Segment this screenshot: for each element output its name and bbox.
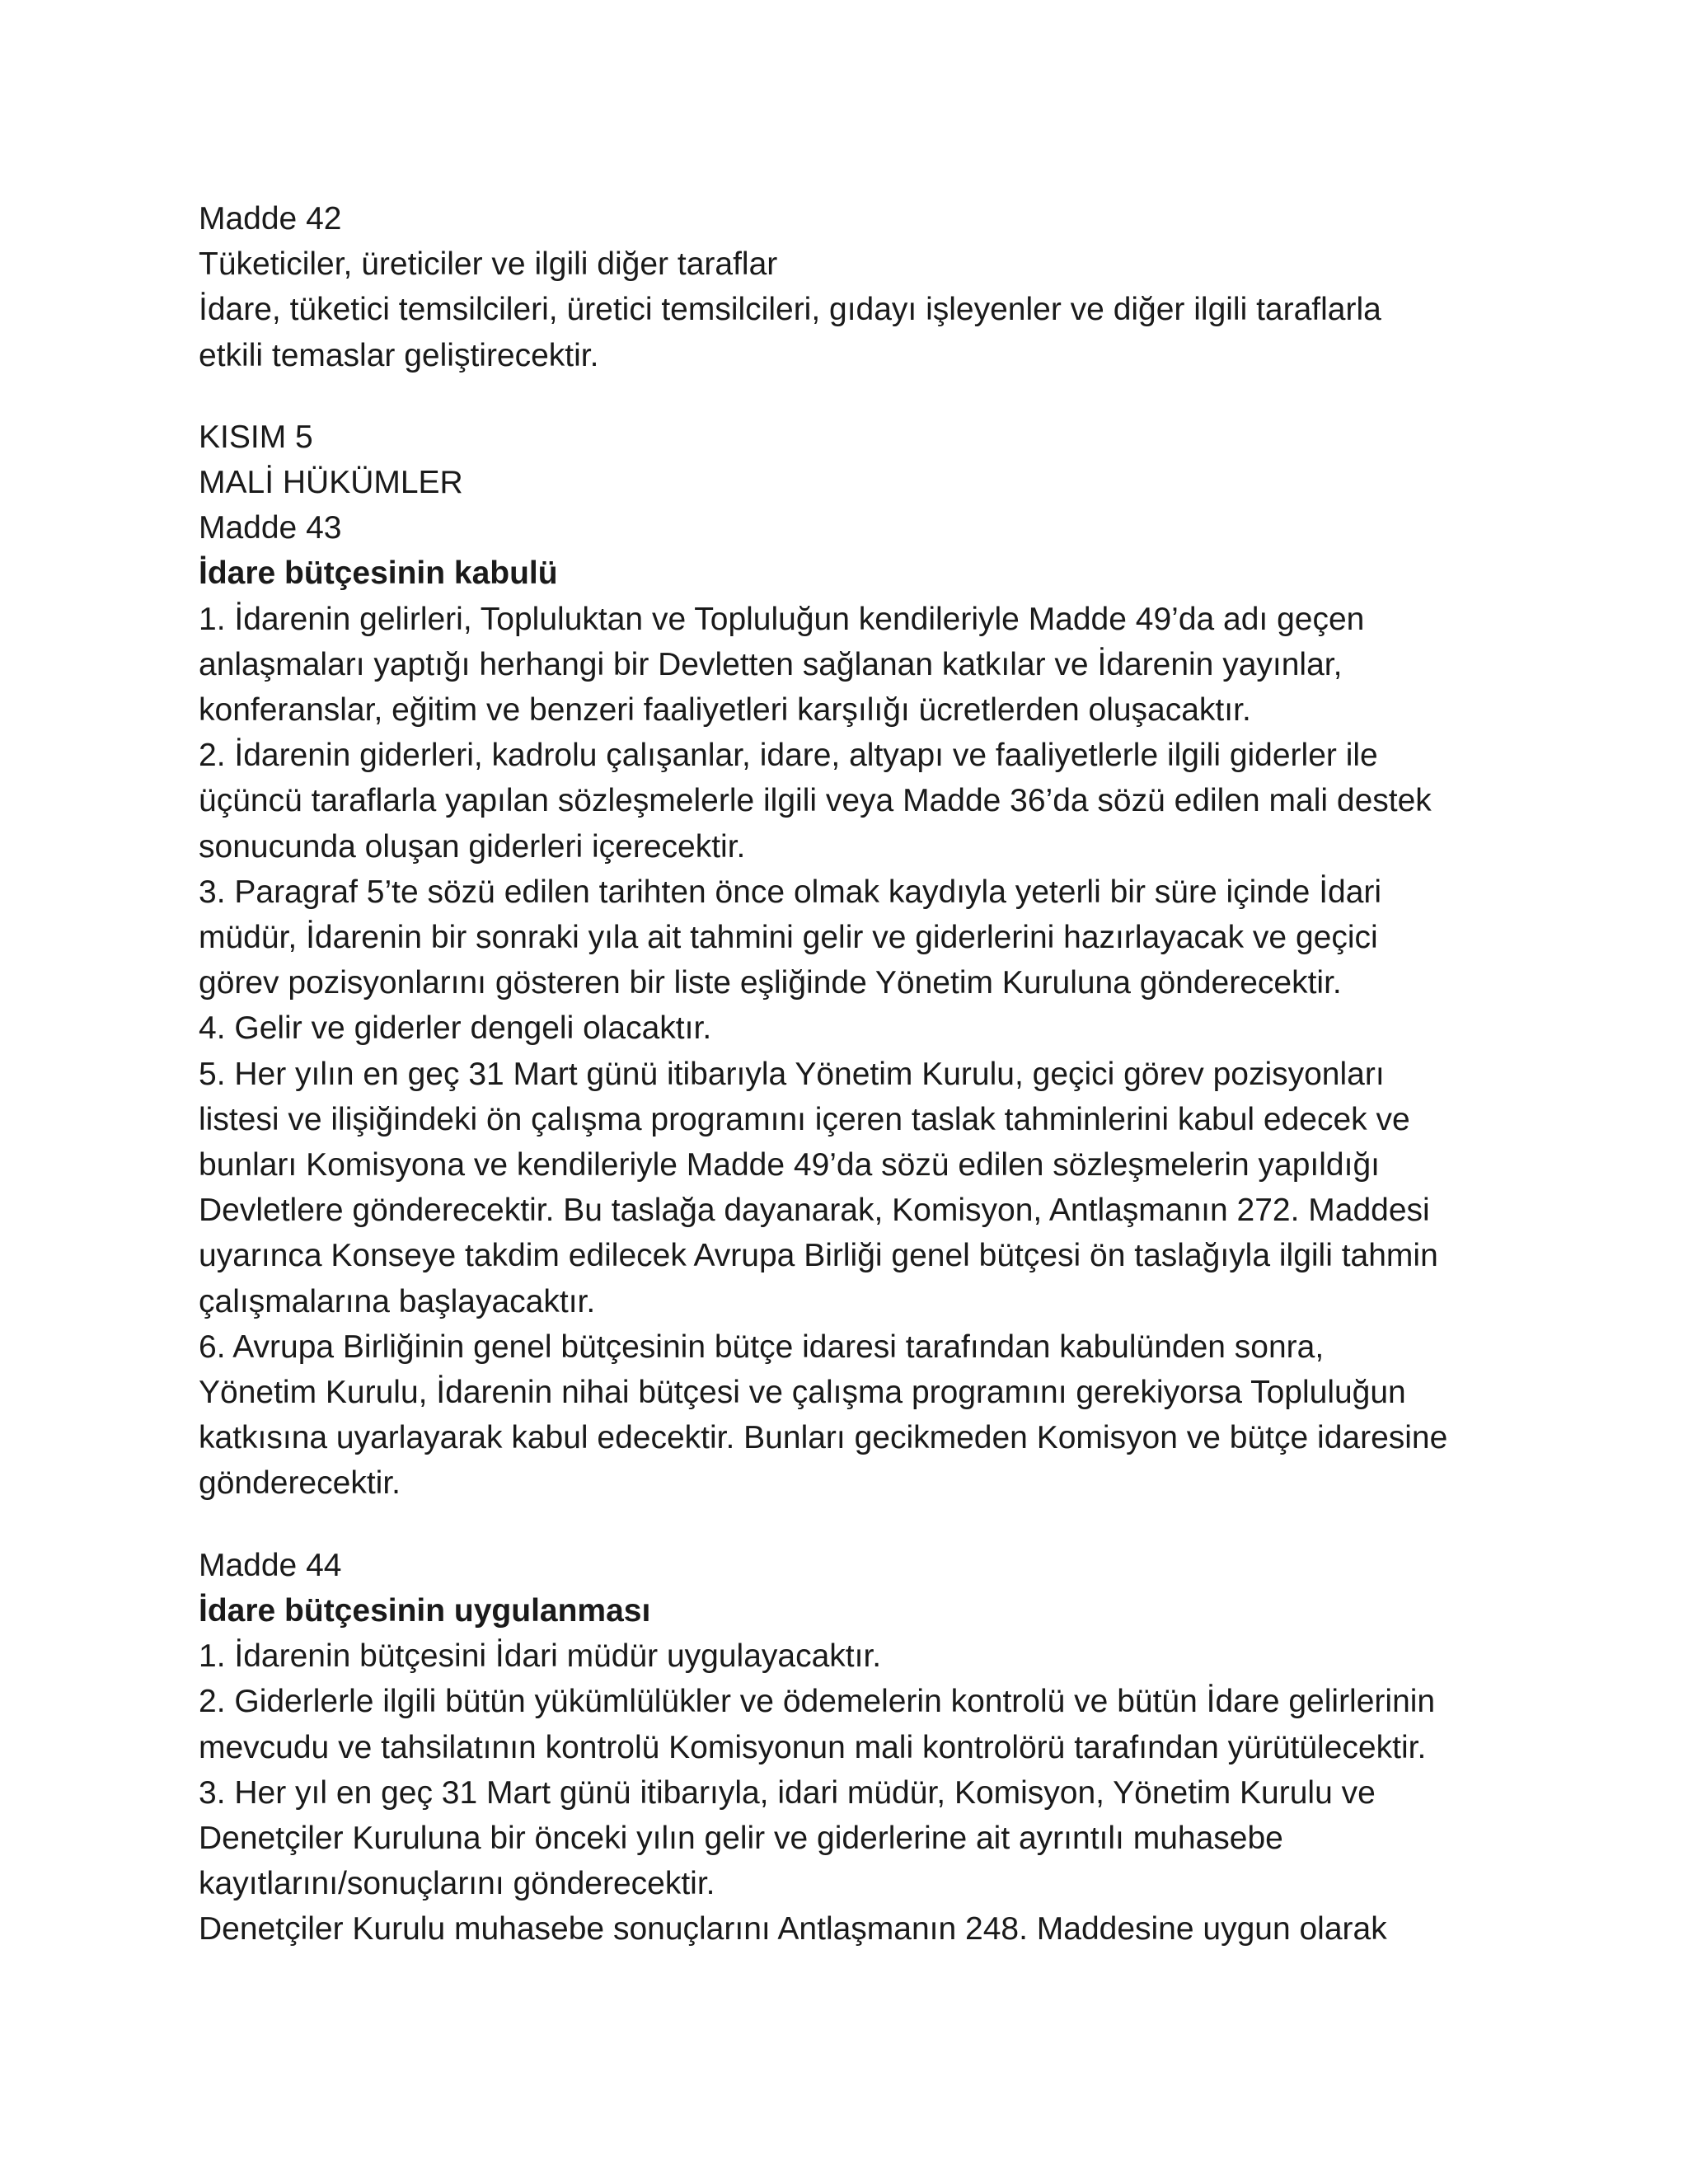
- text-line: Devletlere gönderecektir. Bu taslağa dayanarak, Komisyon, Antlaşmanın 272. Maddesi: [199, 1193, 1430, 1229]
- text-line: sonucunda oluşan giderleri içerecektir.: [199, 828, 746, 865]
- text-line: Madde 43: [199, 510, 342, 546]
- text-line: katkısına uyarlayarak kabul edecektir. Bunları gecikmeden Komisyon ve bütçe idaresine: [199, 1420, 1448, 1456]
- document-section: [199, 415, 1517, 1507]
- text-line: 3. Paragraf 5’te sözü edilen tarihten önce olmak kaydıyla yeterli bir süre içinde İdari: [199, 874, 1382, 910]
- text-line: Madde 44: [199, 1547, 342, 1583]
- text-line: Denetçiler Kuruluna bir önceki yılın gelir ve giderlerine ait ayrıntılı muhasebe: [199, 1820, 1283, 1856]
- paragraph-gap: [199, 378, 1517, 415]
- text-line: Tüketiciler, üreticiler ve ilgili diğer taraflar: [199, 246, 778, 283]
- text-line: 3. Her yıl en geç 31 Mart günü itibarıyla, idari müdür, Komisyon, Yönetim Kurulu ve: [199, 1774, 1376, 1811]
- paragraph-gap: [199, 1507, 1517, 1543]
- section-heading: İdare bütçesinin kabulü: [199, 555, 558, 592]
- text-line: İdare, tüketici temsilcileri, üretici temsilcileri, gıdayı işleyenler ve diğer ilgili taraflarla: [199, 292, 1381, 328]
- text-line: gönderecektir.: [199, 1465, 401, 1502]
- text-line: MALİ HÜKÜMLER: [199, 465, 463, 501]
- text-line: listesi ve ilişiğindeki ön çalışma programını içeren taslak tahminlerini kabul edecek ve: [199, 1101, 1410, 1137]
- text-line: görev pozisyonlarını gösteren bir liste eşliğinde Yönetim Kuruluna gönderecektir.: [199, 965, 1342, 1001]
- text-line: 5. Her yılın en geç 31 Mart günü itibarıyla Yönetim Kurulu, geçici görev pozisyonları: [199, 1056, 1385, 1092]
- text-line: üçüncü taraflarla yapılan sözleşmelerle ilgili veya Madde 36’da sözü edilen mali destek: [199, 783, 1432, 819]
- text-line: müdür, İdarenin bir sonraki yıla ait tahmini gelir ve giderlerini hazırlayacak ve geçici: [199, 920, 1378, 956]
- text-line: Yönetim Kurulu, İdarenin nihai bütçesi ve çalışma programını gerekiyorsa Topluluğun: [199, 1375, 1406, 1411]
- document-section: [199, 1543, 1517, 1952]
- text-line: Denetçiler Kurulu muhasebe sonuçlarını Antlaşmanın 248. Maddesine uygun olarak: [199, 1911, 1387, 1947]
- text-line: kayıtlarını/sonuçlarını gönderecektir.: [199, 1866, 715, 1902]
- text-line: 2. Giderlerle ilgili bütün yükümlülükler ve ödemelerin kontrolü ve bütün İdare gelirlerinin: [199, 1684, 1436, 1720]
- text-line: 2. İdarenin giderleri, kadrolu çalışanlar, idare, altyapı ve faaliyetlerle ilgili giderler ile: [199, 738, 1378, 774]
- text-line: 1. İdarenin gelirleri, Topluluktan ve Topluluğun kendileriyle Madde 49’da adı geçen: [199, 601, 1365, 637]
- text-line: Madde 42: [199, 201, 342, 237]
- text-line: konferanslar, eğitim ve benzeri faaliyetleri karşılığı ücretlerden oluşacaktır.: [199, 692, 1251, 729]
- text-line: anlaşmaları yaptığı herhangi bir Devletten sağlanan katkılar ve İdarenin yayınlar,: [199, 646, 1343, 682]
- text-line: 4. Gelir ve giderler dengeli olacaktır.: [199, 1010, 712, 1047]
- section-heading: İdare bütçesinin uygulanması: [199, 1592, 651, 1629]
- text-line: 6. Avrupa Birliğinin genel bütçesinin bütçe idaresi tarafından kabulünden sonra,: [199, 1329, 1325, 1365]
- text-line: uyarınca Konseye takdim edilecek Avrupa Birliği genel bütçesi ön taslağıyla ilgili tahmin: [199, 1238, 1438, 1274]
- text-line: bunları Komisyona ve kendileriyle Madde 49’da sözü edilen sözleşmelerin yapıldığı: [199, 1147, 1380, 1183]
- text-line: mevcudu ve tahsilatının kontrolü Komisyonun mali kontrolörü tarafından yürütülecektir.: [199, 1729, 1427, 1765]
- text-line: çalışmalarına başlayacaktır.: [199, 1283, 596, 1319]
- document-page: [199, 196, 1517, 1952]
- text-line: KISIM 5: [199, 419, 313, 455]
- text-line: etkili temaslar geliştirecektir.: [199, 337, 599, 373]
- text-line: 1. İdarenin bütçesini İdari müdür uygulayacaktır.: [199, 1638, 882, 1675]
- document-section: [199, 196, 1517, 378]
